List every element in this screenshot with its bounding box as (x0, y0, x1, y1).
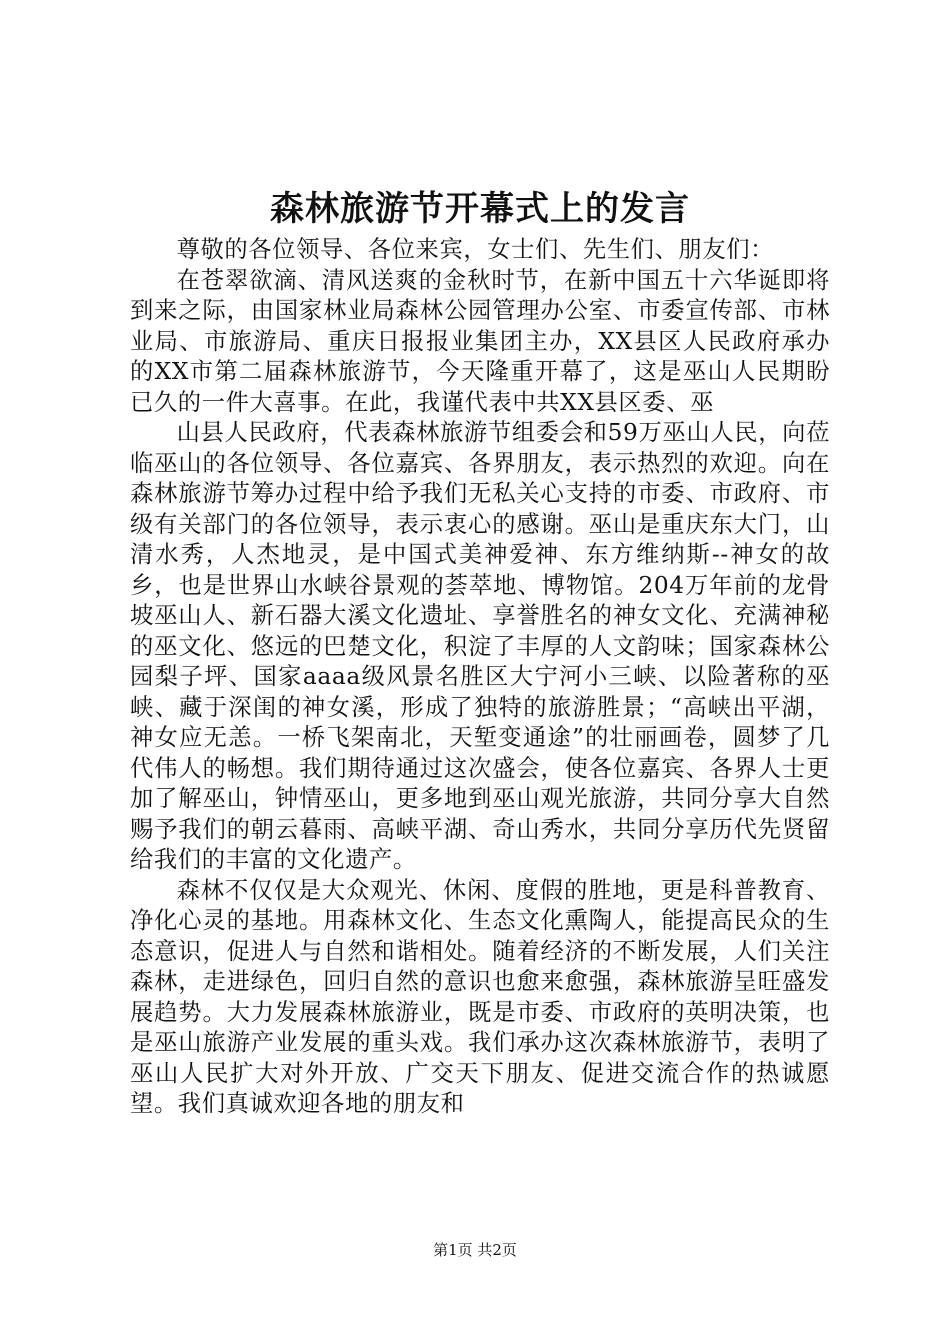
salutation-paragraph: 尊敬的各位领导、各位来宾，女士们、先生们、朋友们： (176, 236, 775, 263)
document-title: 森林旅游节开幕式上的发言 (270, 189, 690, 229)
body-paragraph: 森林不仅仅是大众观光、休闲、度假的胜地，更是科普教育、净化心灵的基地。用森林文化、生态文化熏陶人，能提高民众的生态意识，促进人与自然和谐相处。随着经济的不断发展，人们关注森林，走进绿色，回归自然的意识也愈来愈强，森林旅游呈旺盛发展趋势。大力发展森林旅游业，既是市委、市政府的英明决策，也是巫山旅游产业发展的重头戏。我们承办这次森林旅游节，表明了巫山人民扩大对外开放、广交天下朋友、促进交流合作的热诚愿望。我们真诚欢迎各地的朋友和 (130, 876, 830, 1117)
body-paragraph: 山县人民政府，代表森林旅游节组委会和59万巫山人民，向莅临巫山的各位领导、各位嘉宾、各界朋友，表示热烈的欢迎。向在森林旅游节筹办过程中给予我们无私关心支持的市委、市政府、市级有关部门的各位领导，表示衷心的感谢。巫山是重庆东大门，山清水秀，人杰地灵，是中国式美神爱神、东方维纳斯--神女的故乡，也是世界山水峡谷景观的荟萃地、博物馆。204万年前的龙骨坡巫山人、新石器大溪文化遗址、享誉胜名的神女文化、充满神秘的巫文化、悠远的巴楚文化，积淀了丰厚的人文韵味；国家森林公园梨子坪、国家aaaa级风景名胜区大宁河小三峡、以险著称的巫峡、藏于深闺的神女溪，形成了独特的旅游胜景；“高峡出平湖，神女应无恙。一桥飞架南北，天堑变通途”的壮丽画卷，圆梦了几代伟人的畅想。我们期待通过这次盛会，使各位嘉宾、各界人士更加了解巫山，钟情巫山，更多地到巫山观光旅游，共同分享大自然赐予我们的朝云暮雨、高峡平湖、奇山秀水，共同分享历代先贤留给我们的丰富的文化遗产。 (130, 419, 830, 873)
body-paragraph: 在苍翠欲滴、清风送爽的金秋时节，在新中国五十六华诞即将到来之际，由国家林业局森林公园管理办公室、市委宣传部、市林业局、市旅游局、重庆日报报业集团主办，XX县区人民政府承办的XX市第二届森林旅游节，今天隆重开幕了，这是巫山人民期盼已久的一件大喜事。在此，我谨代表中共XX县区委、巫 (130, 266, 830, 416)
page-number-footer: 第1页 共2页 (433, 1241, 517, 1259)
page-content (130, 185, 830, 1120)
